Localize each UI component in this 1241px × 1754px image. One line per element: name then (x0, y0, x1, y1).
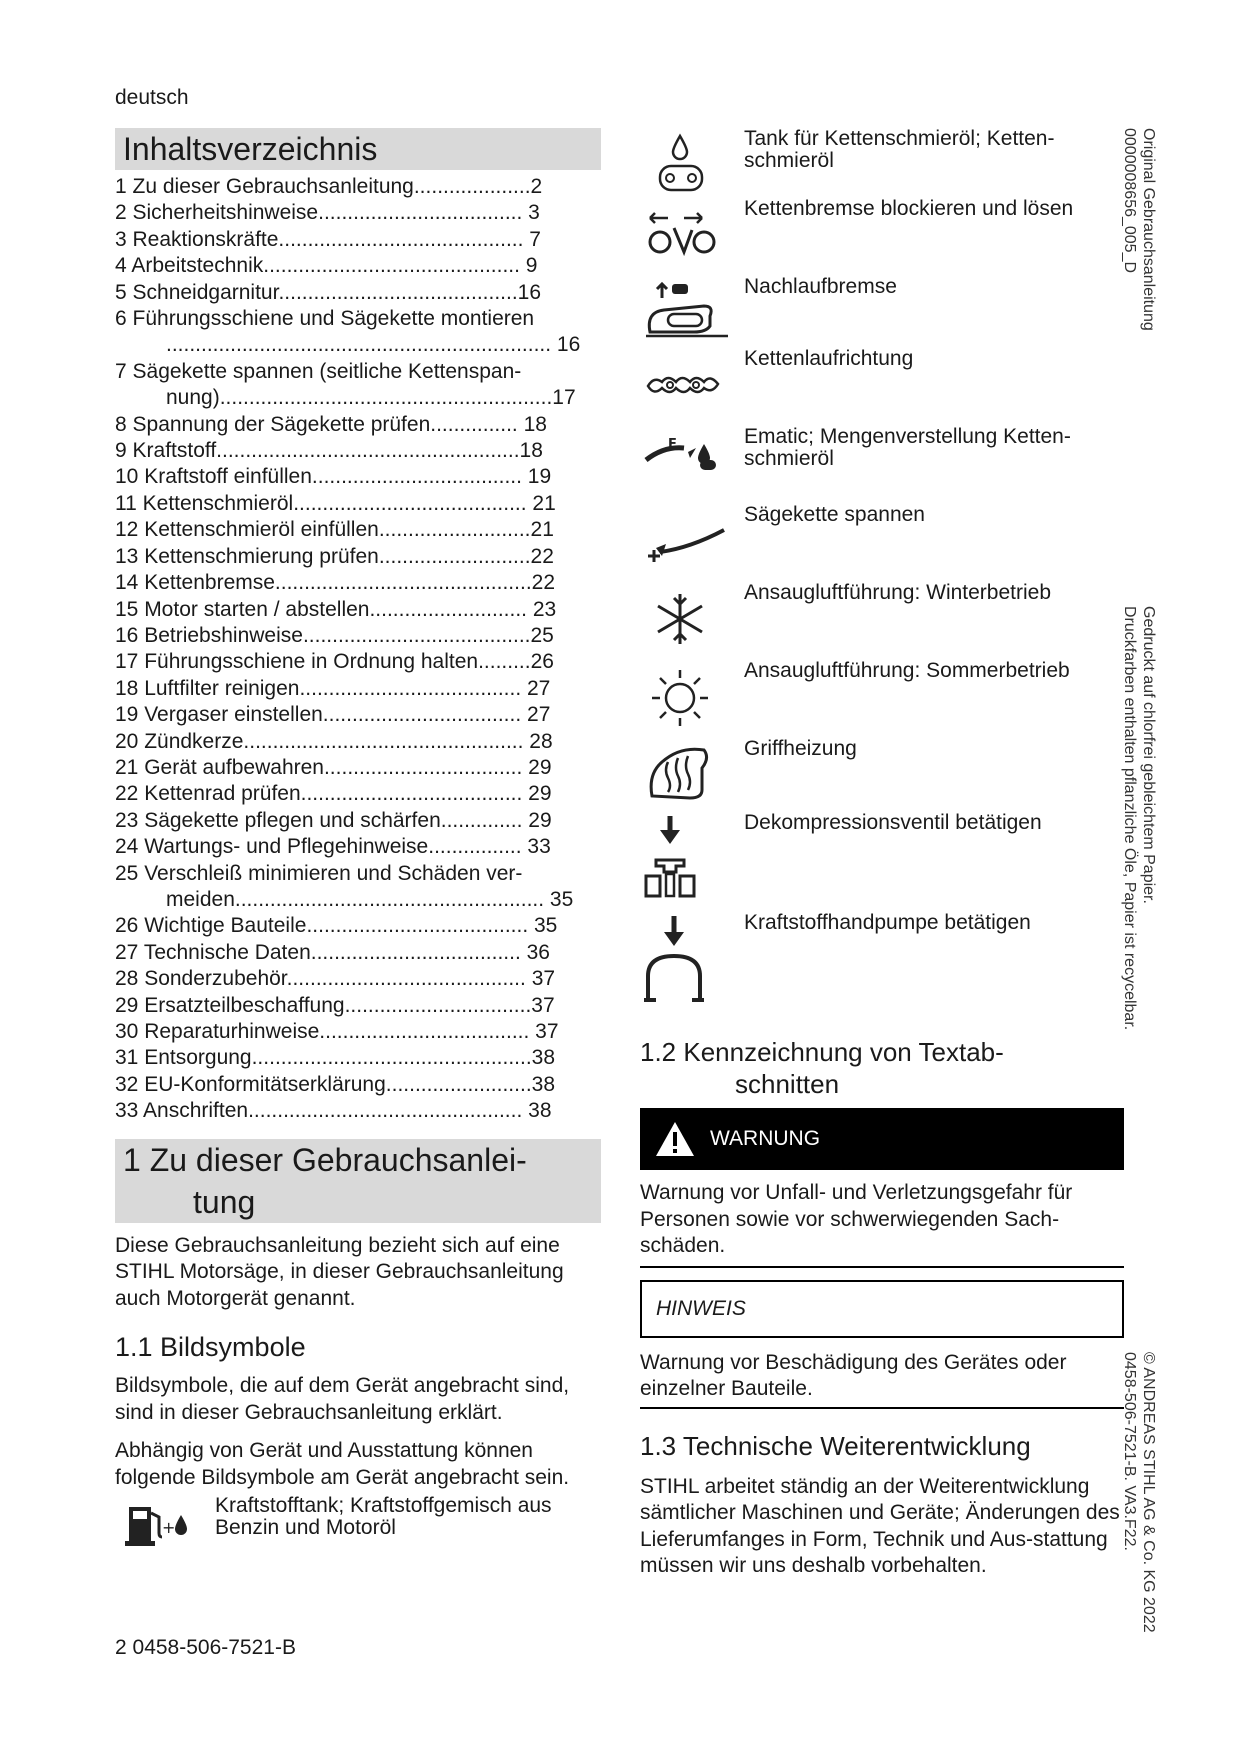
toc-entry-continuation[interactable]: .................................................................. 16 (166, 333, 581, 357)
symbol-text: Dekompressionsventil betätigen (744, 811, 1042, 834)
symbol-text: Kraftstoffhandpumpe betätigen (744, 911, 1031, 934)
toc-entry[interactable]: 18 Luftfilter reinigen...................................... 27 (115, 676, 551, 700)
symbol-text: Ansaugluftführung: Winterbetrieb (744, 581, 1052, 604)
svg-text:+: + (162, 1518, 176, 1538)
toc-entry[interactable]: 10 Kraftstoff einfüllen.................................... 19 (115, 465, 552, 489)
symbol-text: Nachlaufbremse (744, 275, 897, 298)
section12-title (640, 1036, 1124, 1100)
toc-entry[interactable]: 17 Führungsschiene in Ordnung halten.........26 (115, 650, 554, 674)
toc-entry[interactable]: 23 Sägekette pflegen und schärfen.............. 29 (115, 808, 552, 832)
section11-paragraph2: Abhängig von Gerät und Ausstattung können folgende Bildsymbole am Gerät angebracht sein. (115, 1439, 570, 1489)
warning-text: Warnung vor Unfall- und Verletzungsgefahr für Personen sowie vor schwerwiegenden Sach-schäden. (640, 1181, 1073, 1257)
section11-paragraph1: Bildsymbole, die auf dem Gerät angebracht sind, sind in dieser Gebrauchsanleitung erklärt. (115, 1374, 570, 1424)
symbol-row (640, 504, 1124, 582)
sidebar-copyright (1120, 1352, 1158, 1633)
toc-entry[interactable]: 31 Entsorgung................................................38 (115, 1046, 556, 1070)
symbol-row (640, 812, 1124, 912)
sidebar-original-line2: 0000008656_005_D (1121, 128, 1138, 274)
symbol-row (640, 582, 1124, 660)
fuel-tank-icon (115, 1495, 215, 1551)
symbol-row (640, 348, 1124, 426)
symbol-text: Ansaugluftführung: Sommerbetrieb (744, 659, 1070, 682)
toc-entry[interactable]: 3 Reaktionskräfte.......................................... 7 (115, 227, 541, 251)
chain-tension-icon (640, 504, 732, 574)
sidebar-print-line2: Druckfarben enthalten pflanzliche Öle, Papier ist recycelbar. (1121, 606, 1138, 1031)
toc-entry[interactable]: 15 Motor starten / abstellen........................... 23 (115, 597, 557, 621)
notice-text-block (640, 1338, 1124, 1409)
symbol-text: Sägekette spannen (744, 503, 925, 526)
snowflake-icon (640, 582, 732, 652)
symbol-row (640, 276, 1124, 348)
toc-entry[interactable]: 5 Schneidgarnitur.........................................16 (115, 280, 542, 304)
warning-label: WARNUNG (710, 1127, 821, 1150)
section13-title: 1.3 Technische Weiterentwicklung (640, 1430, 1031, 1461)
handle-heating-icon (640, 738, 732, 808)
fuel-symbol-text: Kraftstofftank; Kraftstoffgemisch aus Benzin und Motoröl (215, 1494, 552, 1540)
symbol-row (640, 426, 1124, 504)
sidebar-copyright-line2: 0458-506-7521-B. VA3.F22. (1121, 1352, 1138, 1551)
toc-entry[interactable]: 16 Betriebshinweise.......................................25 (115, 623, 554, 647)
svg-text:E: E (668, 437, 677, 452)
symbol-row (640, 912, 1124, 1036)
notice-box (640, 1280, 1124, 1338)
sidebar-print-note (1120, 606, 1158, 1030)
toc-entry[interactable]: 33 Anschriften............................................... 38 (115, 1099, 552, 1123)
decompression-valve-icon (640, 812, 732, 902)
left-column (115, 128, 601, 1551)
symbol-row (640, 660, 1124, 738)
toc-entry[interactable]: 12 Kettenschmieröl einfüllen..........................21 (115, 518, 554, 542)
table-of-contents (115, 174, 601, 1125)
sun-icon (640, 660, 732, 730)
toc-entry[interactable]: 14 Kettenbremse............................................22 (115, 571, 556, 595)
toc-entry[interactable]: 30 Reparaturhinweise.................................... 37 (115, 1020, 559, 1043)
toc-entry[interactable]: 32 EU-Konformitätserklärung.........................38 (115, 1072, 556, 1096)
sidebar-original-line1: Original Gebrauchsanleitung (1140, 128, 1157, 331)
toc-entry[interactable]: 9 Kraftstoff....................................................18 (115, 439, 543, 463)
sidebar-copyright-line1: © ANDREAS STIHL AG & Co. KG 2022 (1140, 1352, 1157, 1633)
symbol-row (640, 128, 1124, 198)
toc-entry[interactable]: 22 Kettenrad prüfen...................................... 29 (115, 782, 552, 806)
toc-title: Inhaltsverzeichnis (115, 128, 601, 170)
section12-title-line1: 1.2 Kennzeichnung von Textab- (640, 1037, 1004, 1067)
toc-entry[interactable]: 19 Vergaser einstellen.................................. 27 (115, 703, 551, 727)
toc-entry[interactable]: 8 Spannung der Sägekette prüfen............... 18 (115, 412, 547, 436)
toc-entry[interactable]: 21 Gerät aufbewahren.................................. 29 (115, 755, 552, 779)
warning-icon (654, 1120, 696, 1158)
toc-entry[interactable]: 29 Ersatzteilbeschaffung................................37 (115, 993, 555, 1017)
toc-entry-continuation[interactable]: meiden..................................................... 35 (166, 887, 574, 911)
symbol-text: Tank für Kettenschmieröl; Ketten-schmieröl (744, 127, 1055, 172)
toc-entry[interactable]: 11 Kettenschmieröl........................................ 21 (115, 491, 556, 515)
toc-entry[interactable]: 1 Zu dieser Gebrauchsanleitung....................2 (115, 175, 543, 198)
section1-title (115, 1139, 601, 1223)
notice-text: Warnung vor Beschädigung des Gerätes oder einzelner Bauteile. (640, 1350, 1067, 1400)
section13-text: STIHL arbeitet ständig an der Weiterentwicklung sämtlicher Maschinen und Geräte; Änderungen des Lieferumfanges in Form, Technik und Aus-stattung müssen wir uns deshalb vorbehalten. (640, 1474, 1120, 1577)
section11-title: 1.1 Bildsymbole (115, 1332, 306, 1363)
symbol-row (640, 738, 1124, 812)
toc-entry[interactable]: 24 Wartungs- und Pflegehinweise................ 33 (115, 835, 551, 859)
warning-text-block (640, 1170, 1124, 1268)
toc-entry[interactable]: 6 Führungsschiene und Sägekette montieren (115, 307, 535, 331)
toc-entry[interactable]: 4 Arbeitstechnik............................................ 9 (115, 254, 538, 278)
toc-entry[interactable]: 13 Kettenschmierung prüfen..........................22 (115, 544, 554, 568)
symbol-text: Ematic; Mengenverstellung Ketten-schmieröl (744, 425, 1071, 470)
right-column (640, 128, 1124, 1580)
page-footer: 2 0458-506-7521-B (115, 1636, 296, 1659)
toc-entry[interactable]: 7 Sägekette spannen (seitliche Kettenspan- (115, 359, 522, 383)
fuel-symbol-row (115, 1495, 601, 1551)
run-down-brake-icon (640, 276, 732, 346)
toc-entry[interactable]: 28 Sonderzubehör......................................... 37 (115, 967, 556, 991)
fuel-pump-icon (640, 912, 732, 1007)
section12-title-line2: schnitten (735, 1069, 840, 1099)
symbol-text: Griffheizung (744, 737, 857, 760)
toc-entry-continuation[interactable]: nung).........................................................17 (166, 386, 576, 410)
section1-title-line2: tung (193, 1183, 256, 1220)
chain-brake-icon (640, 198, 732, 268)
notice-label: HINWEIS (656, 1296, 746, 1320)
oil-tank-icon (640, 128, 732, 198)
toc-entry[interactable]: 20 Zündkerze................................................ 28 (115, 729, 553, 753)
symbol-text: Kettenbremse blockieren und lösen (744, 197, 1074, 220)
sidebar-original (1120, 128, 1158, 331)
toc-entry[interactable]: 26 Wichtige Bauteile...................................... 35 (115, 914, 558, 938)
chain-direction-icon (640, 348, 732, 418)
toc-entry[interactable]: 27 Technische Daten.................................... 36 (115, 940, 550, 964)
section1-title-line1: 1 Zu dieser Gebrauchsanlei- (123, 1141, 527, 1178)
symbol-text: Kettenlaufrichtung (744, 347, 914, 370)
ematic-icon (640, 426, 732, 496)
symbol-row (640, 198, 1124, 276)
section1-intro: Diese Gebrauchsanleitung bezieht sich auf eine STIHL Motorsäge, in dieser Gebrauchsanleitung auch Motorgerät genannt. (115, 1233, 564, 1310)
sidebar-print-line1: Gedruckt auf chlorfrei gebleichtem Papier. (1140, 606, 1157, 904)
language-label: deutsch (115, 86, 189, 109)
toc-entry[interactable]: 2 Sicherheitshinweise................................... 3 (115, 201, 540, 225)
toc-entry[interactable]: 25 Verschleiß minimieren und Schäden ver- (115, 861, 523, 885)
warning-banner (640, 1108, 1124, 1170)
